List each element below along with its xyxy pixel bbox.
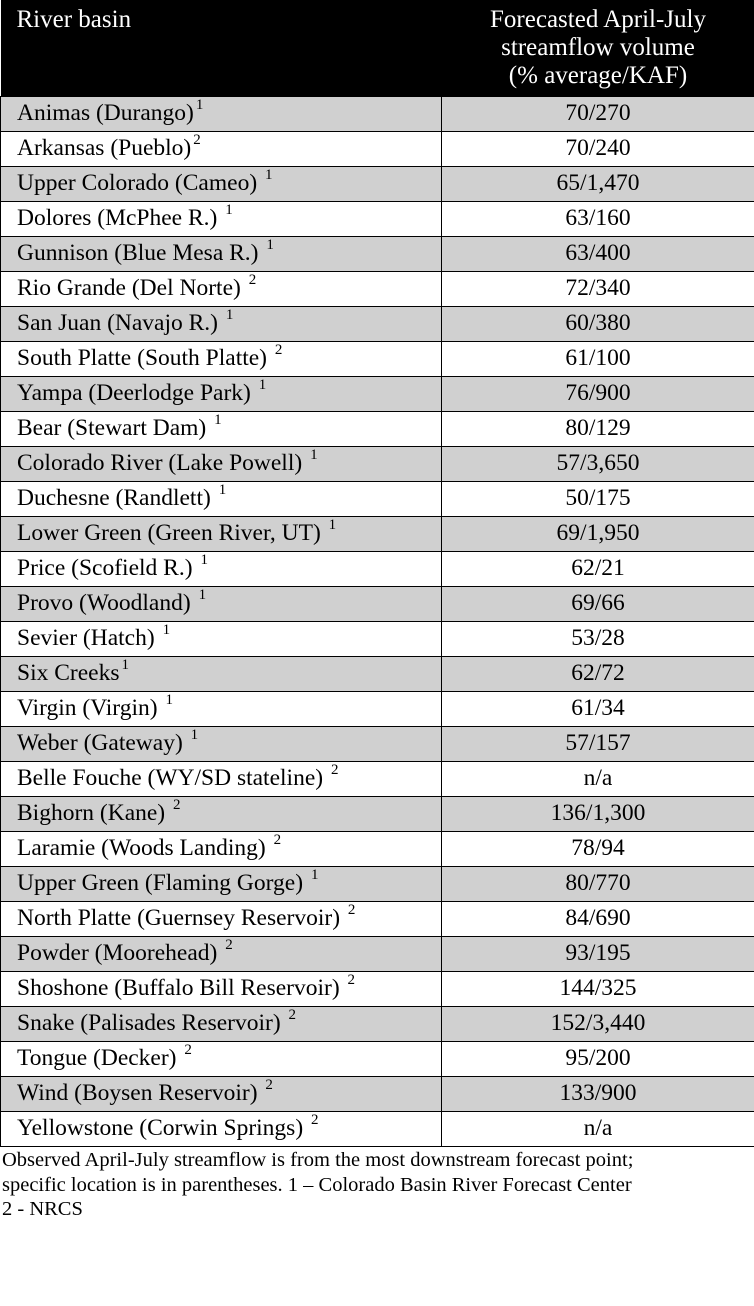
basin-name: Dolores (McPhee R.) (17, 205, 224, 232)
source-footnote-marker: 2 (273, 832, 282, 849)
basin-name: Tongue (Decker) (17, 1045, 183, 1072)
basin-cell (1, 1077, 442, 1112)
footnote-line1: Observed April-July streamflow is from the most downstream forecast point; (2, 1149, 634, 1171)
table-row (1, 727, 754, 762)
source-footnote-marker: 1 (190, 727, 199, 744)
basin-cell (1, 587, 442, 622)
forecast-value-cell: 95/200 (442, 1042, 754, 1077)
basin-name: Upper Colorado (Cameo) (17, 170, 264, 197)
table-row (1, 1007, 754, 1042)
basin-cell (1, 412, 442, 447)
forecast-value-cell: 63/160 (442, 202, 754, 237)
basin-name: North Platte (Guernsey Reservoir) (17, 905, 346, 932)
forecast-value-cell: 80/770 (442, 867, 754, 902)
basin-cell (1, 342, 442, 377)
source-footnote-marker: 1 (198, 587, 207, 604)
source-footnote-marker: 2 (248, 272, 257, 289)
table-row (1, 762, 754, 797)
source-footnote-marker: 1 (266, 237, 274, 254)
forecast-value-cell: 84/690 (442, 902, 754, 937)
table-row (1, 692, 754, 727)
source-footnote-marker: 1 (225, 202, 233, 219)
table-row (1, 622, 754, 657)
basin-cell (1, 307, 442, 342)
table-row (1, 797, 754, 832)
header-forecast-line2: streamflow volume (501, 34, 695, 61)
forecast-value-cell: n/a (442, 1112, 754, 1147)
basin-cell (1, 832, 442, 867)
table-row (1, 377, 754, 412)
source-footnote-marker: 2 (288, 1007, 297, 1024)
basin-cell (1, 517, 442, 552)
basin-cell (1, 1042, 442, 1077)
basin-cell (1, 867, 442, 902)
forecast-value-cell: 78/94 (442, 832, 754, 867)
table-row (1, 552, 754, 587)
forecast-value-cell: 70/240 (442, 132, 754, 167)
header-river-basin-label: River basin (16, 6, 132, 33)
basin-name: Powder (Moorehead) (17, 940, 224, 967)
basin-cell (1, 797, 442, 832)
forecast-value-cell: 80/129 (442, 412, 754, 447)
source-footnote-marker: 1 (310, 867, 319, 884)
basin-name: Bighorn (Kane) (17, 800, 172, 827)
forecast-value-cell: 60/380 (442, 307, 754, 342)
source-footnote-marker: 2 (330, 762, 339, 779)
forecast-value-cell: 61/34 (442, 692, 754, 727)
basin-cell (1, 902, 442, 937)
footnote (0, 1147, 754, 1222)
source-footnote-marker: 2 (274, 342, 283, 359)
source-footnote-marker: 2 (173, 797, 181, 814)
basin-cell (1, 692, 442, 727)
forecast-value-cell: 61/100 (442, 342, 754, 377)
forecast-value-cell: 69/1,950 (442, 517, 754, 552)
source-footnote-marker: 2 (347, 972, 356, 989)
table-row (1, 482, 754, 517)
forecast-value-cell: n/a (442, 762, 754, 797)
forecast-value-cell: 93/195 (442, 937, 754, 972)
basin-name: Bear (Stewart Dam) (17, 415, 213, 442)
basin-cell (1, 552, 442, 587)
forecast-value-cell: 65/1,470 (442, 167, 754, 202)
basin-name: Price (Scofield R.) (17, 555, 199, 582)
forecast-value-cell: 62/21 (442, 552, 754, 587)
source-footnote-marker: 1 (165, 692, 173, 709)
header-row (1, 0, 754, 97)
basin-name: Weber (Gateway) (17, 730, 189, 757)
table-row (1, 132, 754, 167)
table-row (1, 867, 754, 902)
header-forecast (442, 0, 754, 97)
basin-name: Snake (Palisades Reservoir) (17, 1010, 287, 1037)
basin-cell (1, 377, 442, 412)
forecast-value-cell: 53/28 (442, 622, 754, 657)
basin-name: Upper Green (Flaming Gorge) (17, 870, 309, 897)
forecast-value-cell: 57/157 (442, 727, 754, 762)
basin-name: Wind (Boysen Reservoir) (17, 1080, 264, 1107)
basin-name: Yellowstone (Corwin Springs) (17, 1115, 310, 1142)
table-body (1, 97, 754, 1147)
basin-name: Animas (Durango) (17, 100, 194, 127)
basin-name: San Juan (Navajo R.) (17, 310, 224, 337)
basin-name: Sevier (Hatch) (17, 625, 161, 652)
basin-cell (1, 937, 442, 972)
forecast-value-cell: 136/1,300 (442, 797, 754, 832)
forecast-value-cell: 133/900 (442, 1077, 754, 1112)
source-footnote-marker: 1 (195, 97, 204, 114)
forecast-value-cell: 152/3,440 (442, 1007, 754, 1042)
source-footnote-marker: 2 (347, 902, 356, 919)
forecast-value-cell: 72/340 (442, 272, 754, 307)
header-forecast-line3: (% average/KAF) (508, 62, 688, 89)
forecast-value-cell: 50/175 (442, 482, 754, 517)
basin-name: Arkansas (Pueblo) (17, 135, 192, 162)
table-row (1, 272, 754, 307)
basin-cell (1, 1007, 442, 1042)
source-footnote-marker: 2 (311, 1112, 319, 1129)
forecast-value-cell: 63/400 (442, 237, 754, 272)
forecast-value-cell: 76/900 (442, 377, 754, 412)
basin-name: Gunnison (Blue Mesa R.) (17, 240, 265, 267)
table-row (1, 237, 754, 272)
forecast-value-cell: 62/72 (442, 657, 754, 692)
source-footnote-marker: 1 (218, 482, 227, 499)
source-footnote-marker: 1 (310, 447, 318, 464)
basin-cell (1, 972, 442, 1007)
source-footnote-marker: 2 (225, 937, 233, 954)
basin-cell (1, 237, 442, 272)
basin-cell (1, 272, 442, 307)
table-row (1, 972, 754, 1007)
basin-name: Yampa (Deerlodge Park) (17, 380, 257, 407)
table-row (1, 97, 754, 132)
source-footnote-marker: 2 (184, 1042, 192, 1059)
table-row (1, 517, 754, 552)
basin-cell (1, 167, 442, 202)
source-footnote-marker: 1 (121, 657, 129, 674)
forecast-value-cell: 57/3,650 (442, 447, 754, 482)
basin-cell (1, 762, 442, 797)
header-forecast-line1: Forecasted April-July (490, 6, 706, 33)
table-row (1, 832, 754, 867)
source-footnote-marker: 2 (265, 1077, 273, 1094)
source-footnote-marker: 1 (258, 377, 267, 394)
basin-name: Colorado River (Lake Powell) (17, 450, 309, 477)
source-footnote-marker: 1 (265, 167, 273, 184)
table-row (1, 657, 754, 692)
basin-cell (1, 132, 442, 167)
basin-name: Laramie (Woods Landing) (17, 835, 272, 862)
basin-cell (1, 97, 442, 132)
source-footnote-marker: 1 (200, 552, 208, 569)
basin-cell (1, 482, 442, 517)
forecast-value-cell: 144/325 (442, 972, 754, 1007)
table-row (1, 587, 754, 622)
source-footnote-marker: 2 (193, 132, 201, 149)
basin-name: Lower Green (Green River, UT) (17, 520, 327, 547)
source-footnote-marker: 1 (225, 307, 234, 324)
forecast-value-cell: 69/66 (442, 587, 754, 622)
basin-cell (1, 447, 442, 482)
basin-name: Provo (Woodland) (17, 590, 197, 617)
table-row (1, 1112, 754, 1147)
table-header (1, 0, 754, 97)
table-row (1, 202, 754, 237)
table-row (1, 1077, 754, 1112)
basin-name: Shoshone (Buffalo Bill Reservoir) (17, 975, 346, 1002)
basin-name: South Platte (South Platte) (17, 345, 273, 372)
basin-cell (1, 1112, 442, 1147)
table-row (1, 902, 754, 937)
source-footnote-marker: 1 (328, 517, 337, 534)
table-row (1, 447, 754, 482)
basin-name: Rio Grande (Del Norte) (17, 275, 247, 302)
basin-cell (1, 202, 442, 237)
basin-name: Belle Fouche (WY/SD stateline) (17, 765, 329, 792)
table-row (1, 937, 754, 972)
table-row (1, 167, 754, 202)
forecast-value-cell: 70/270 (442, 97, 754, 132)
source-footnote-marker: 1 (214, 412, 222, 429)
footnote-line2: specific location is in parentheses. 1 – Colorado Basin River Forecast Center (2, 1173, 632, 1196)
table-row (1, 342, 754, 377)
basin-cell (1, 622, 442, 657)
basin-name: Duchesne (Randlett) (17, 485, 217, 512)
basin-cell (1, 727, 442, 762)
basin-name: Virgin (Virgin) (17, 695, 164, 722)
footnote-line3: 2 - NRCS (2, 1198, 83, 1220)
basin-name: Six Creeks (17, 660, 120, 687)
source-footnote-marker: 1 (162, 622, 171, 639)
table-row (1, 412, 754, 447)
table-row (1, 307, 754, 342)
basin-cell (1, 657, 442, 692)
table-row (1, 1042, 754, 1077)
header-river-basin (1, 0, 442, 97)
